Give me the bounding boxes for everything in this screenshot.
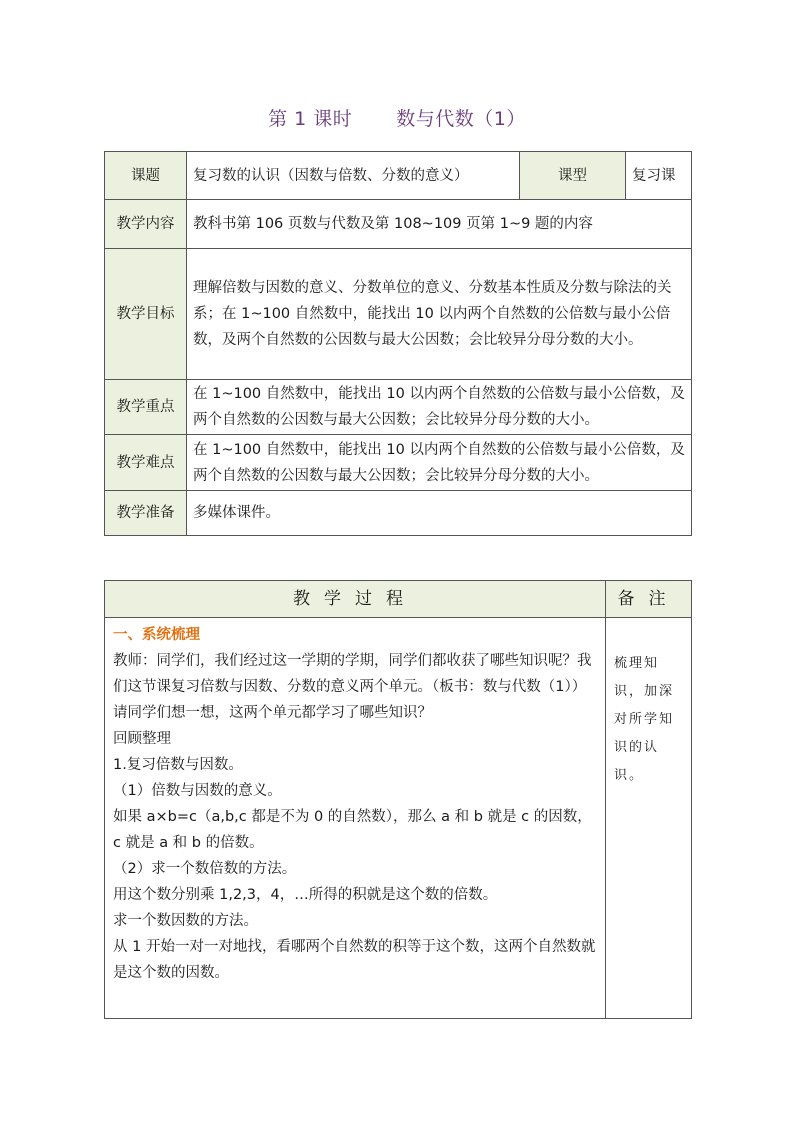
remark-note: 梳理知识，加深对所学知识的认识。 bbox=[606, 618, 692, 1019]
prep-label: 教学准备 bbox=[105, 491, 187, 536]
page-title bbox=[0, 104, 794, 131]
key-row bbox=[105, 380, 692, 435]
process-body-row bbox=[105, 618, 692, 1019]
topic-value: 复习数的认识（因数与倍数、分数的意义） bbox=[187, 152, 520, 200]
goal-label: 教学目标 bbox=[105, 249, 187, 380]
process-line: 用这个数分别乘 1,2,3，4，…所得的积就是这个数的倍数。 bbox=[113, 887, 498, 903]
difficulty-value: 在 1~100 自然数中，能找出 10 以内两个自然数的公倍数与最小公倍数，及两个自然数的公因数与最大公因数；会比较异分母分数的大小。 bbox=[187, 435, 692, 491]
process-line: 如果 a×b=c（a,b,c 都是不为 0 的自然数），那么 a 和 b 就是 c 的因数，c 就是 a 和 b 的倍数。 bbox=[113, 809, 592, 851]
topic-row bbox=[105, 152, 692, 200]
topic-label: 课题 bbox=[105, 152, 187, 200]
key-label: 教学重点 bbox=[105, 380, 187, 435]
content-label: 教学内容 bbox=[105, 200, 187, 249]
process-header: 教学过程 bbox=[105, 581, 606, 618]
remark-header: 备注 bbox=[606, 581, 692, 618]
process-line: 从 1 开始一对一对地找，看哪两个自然数的积等于这个数，这两个自然数就是这个数的因数。 bbox=[113, 939, 596, 981]
content-row bbox=[105, 200, 692, 249]
type-value: 复习课 bbox=[626, 152, 692, 200]
process-header-row bbox=[105, 581, 692, 618]
content-value: 教科书第 106 页数与代数及第 108~109 页第 1~9 题的内容 bbox=[187, 200, 692, 249]
process-line: 回顾整理 bbox=[113, 731, 171, 747]
lesson-number: 第 1 课时 bbox=[268, 108, 353, 130]
key-value: 在 1~100 自然数中，能找出 10 以内两个自然数的公倍数与最小公倍数，及两个自然数的公因数与最大公因数；会比较异分母分数的大小。 bbox=[187, 380, 692, 435]
lesson-info-table bbox=[104, 151, 692, 536]
difficulty-label: 教学难点 bbox=[105, 435, 187, 491]
process-line: （1）倍数与因数的意义。 bbox=[113, 783, 282, 799]
prep-row bbox=[105, 491, 692, 536]
process-line: 请同学们想一想，这两个单元都学习了哪些知识？ bbox=[113, 705, 432, 721]
teaching-process-table bbox=[104, 580, 692, 1019]
prep-value: 多媒体课件。 bbox=[187, 491, 692, 536]
lesson-topic: 数与代数（1） bbox=[396, 108, 526, 130]
process-line: 1.复习倍数与因数。 bbox=[113, 757, 243, 773]
section-title: 一、系统梳理 bbox=[113, 627, 200, 643]
difficulty-row bbox=[105, 435, 692, 491]
process-line: （2）求一个数倍数的方法。 bbox=[113, 861, 297, 877]
process-line: 求一个数因数的方法。 bbox=[113, 913, 258, 929]
process-body bbox=[105, 618, 606, 1019]
process-line: 教师：同学们，我们经过这一学期的学期，同学们都收获了哪些知识呢？我们这节课复习倍数与因数、分数的意义两个单元。（板书：数与代数（1）） bbox=[113, 653, 592, 695]
type-label: 课型 bbox=[520, 152, 626, 200]
goal-row bbox=[105, 249, 692, 380]
goal-value: 理解倍数与因数的意义、分数单位的意义、分数基本性质及分数与除法的关系；在 1~100 自然数中，能找出 10 以内两个自然数的公倍数与最小公倍数，及两个自然数的公因数与最大公因数；会比较异分母分数的大小。 bbox=[187, 249, 692, 380]
